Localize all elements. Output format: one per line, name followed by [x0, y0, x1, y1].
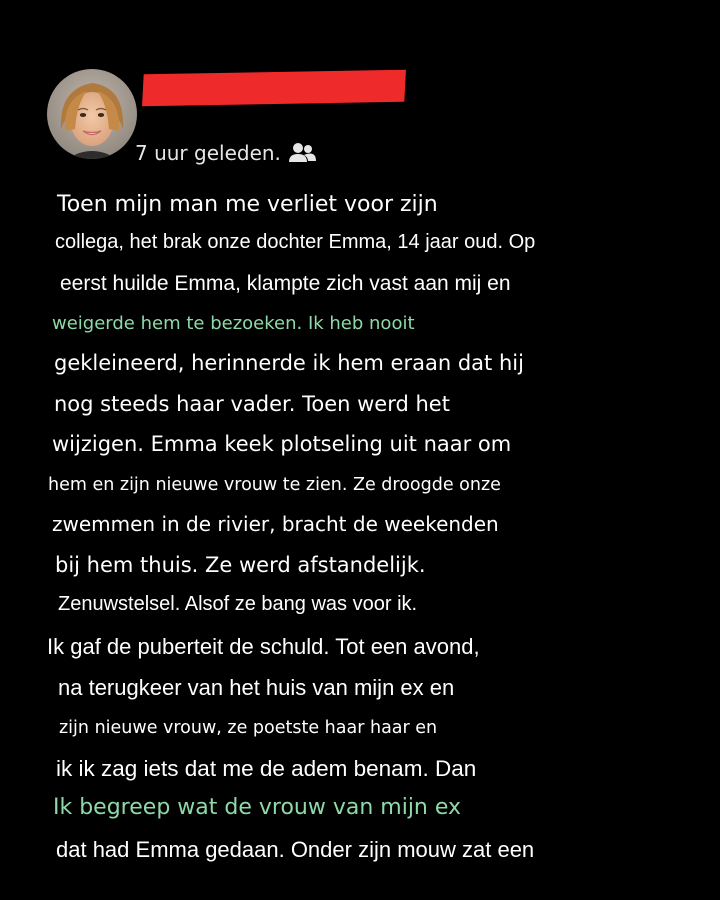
author-name-redaction: [142, 70, 406, 107]
post-text-line: dat had Emma gedaan. Onder zijn mouw zat een: [56, 837, 535, 862]
post-text-line: eerst huilde Emma, klampte zich vast aan mij en: [60, 272, 511, 295]
friends-icon[interactable]: [287, 141, 317, 165]
post-timestamp[interactable]: 7 uur geleden.: [135, 141, 281, 165]
post-text-line: zwemmen in de rivier, bracht de weekenden: [52, 512, 499, 536]
post-text-line: bij hem thuis. Ze werd afstandelijk.: [55, 553, 426, 577]
post-text-line: gekleineerd, herinnerde ik hem eraan dat hij: [54, 351, 524, 375]
post-text-line: Ik gaf de puberteit de schuld. Tot een avond,: [47, 634, 480, 659]
post-text-line: na terugkeer van het huis van mijn ex en: [58, 675, 455, 700]
post-text-line: zijn nieuwe vrouw, ze poetste haar haar en: [59, 718, 438, 738]
post-text-line: ik ik zag iets dat me de adem benam. Dan: [56, 756, 477, 781]
post-text-line: nog steeds haar vader. Toen werd het: [54, 392, 450, 416]
post-text-line: Ik begreep wat de vrouw van mijn ex: [53, 795, 462, 820]
post-text-line: wijzigen. Emma keek plotseling uit naar om: [52, 432, 512, 456]
post-text-line: weigerde hem te bezoeken. Ik heb nooit: [52, 313, 415, 334]
post-text-line: collega, het brak onze dochter Emma, 14 jaar oud. Op: [55, 231, 536, 253]
post-text-line: hem en zijn nieuwe vrouw te zien. Ze droogde onze: [48, 475, 501, 495]
post-text-line: Toen mijn man me verliet voor zijn: [57, 192, 438, 217]
avatar-image: [47, 69, 137, 159]
post-text-line: Zenuwstelsel. Alsof ze bang was voor ik.: [58, 593, 418, 615]
author-avatar[interactable]: [47, 69, 137, 159]
post-meta: [135, 141, 317, 165]
